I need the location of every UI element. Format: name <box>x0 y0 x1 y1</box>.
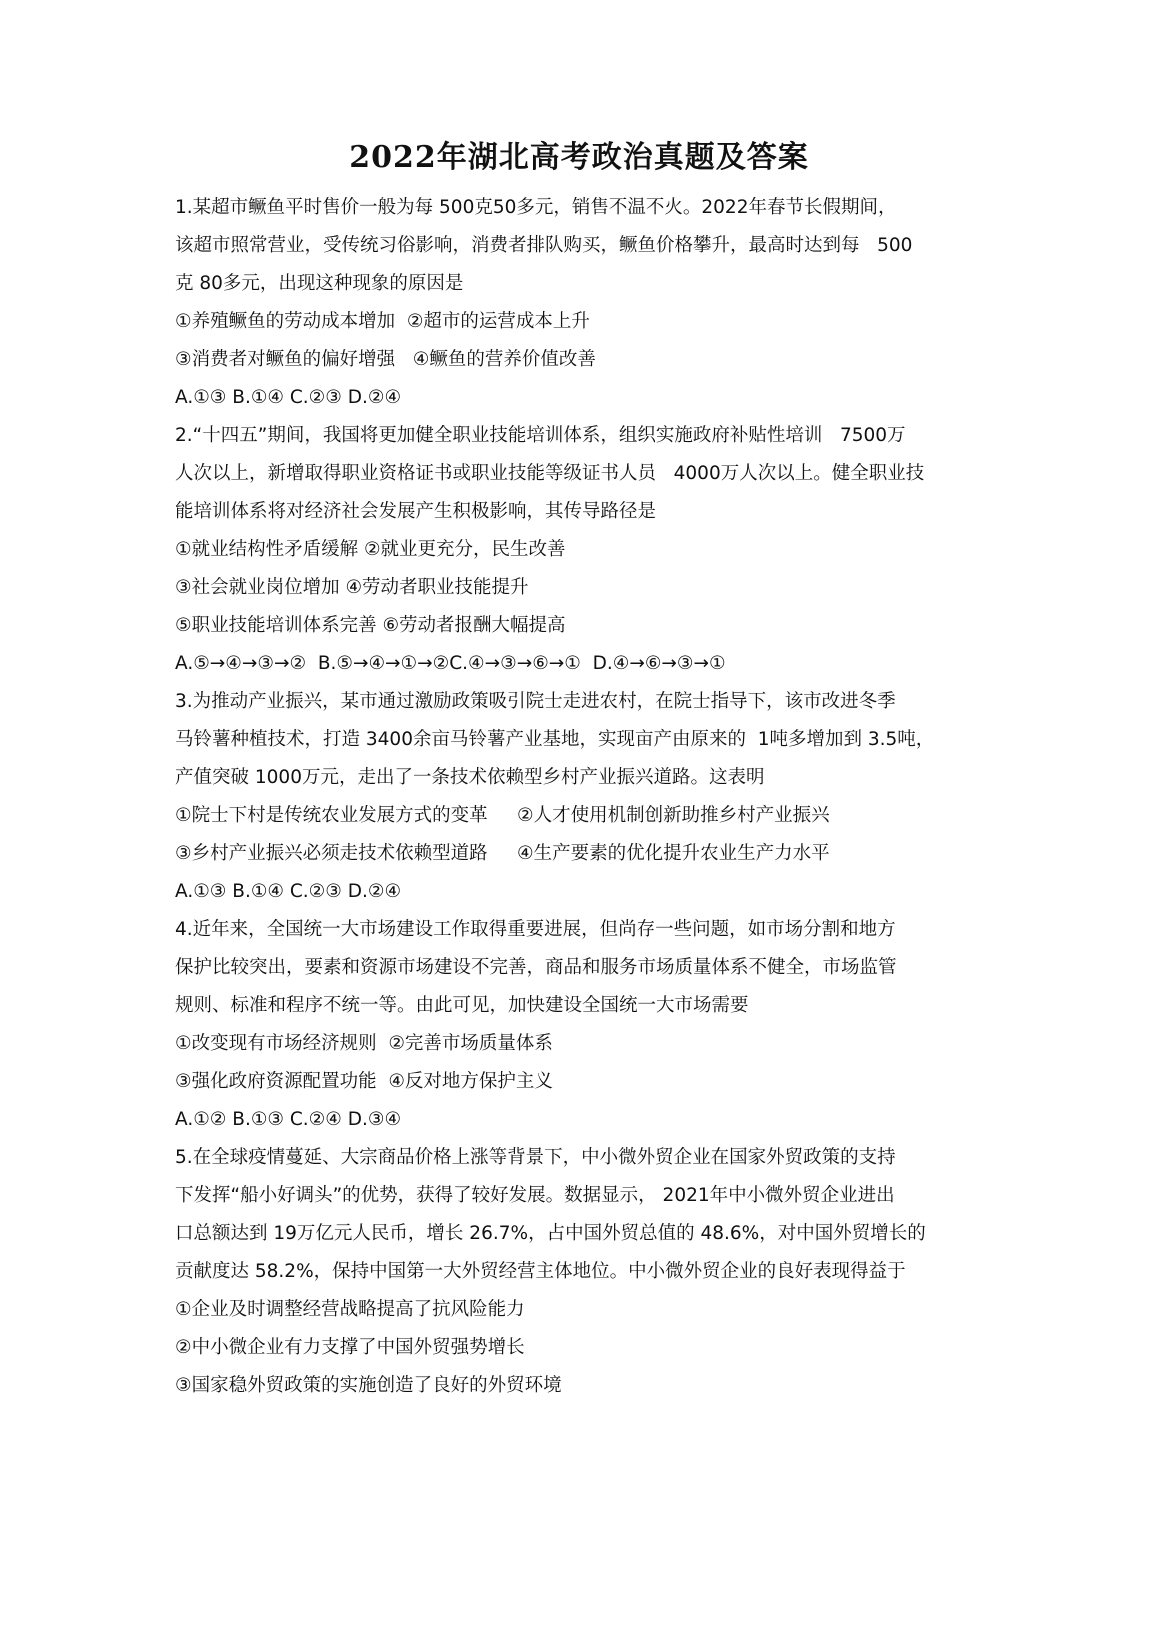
text-line: 口总额达到 19万亿元人民币，增长 26.7%，占中国外贸总值的 48.6%，对中国外贸增长的 <box>175 1223 926 1244</box>
text-line: 1.某超市鳜鱼平时售价一般为每 500克50多元，销售不温不火。2022年春节长假期间， <box>175 197 897 218</box>
text-line: 2.“十四五”期间，我国将更加健全职业技能培训体系，组织实施政府补贴性培训 7500万 <box>175 425 906 446</box>
text-line: 贡献度达 58.2%，保持中国第一大外贸经营主体地位。中小微外贸企业的良好表现得益于 <box>175 1261 906 1282</box>
text-line: 人次以上，新增取得职业资格证书或职业技能等级证书人员 4000万人次以上。健全职业技 <box>175 463 925 484</box>
text-line: 下发挥“船小好调头”的优势，获得了较好发展。数据显示， 2021年中小微外贸企业进出 <box>175 1185 895 1206</box>
text-line: A.①③ B.①④ C.②③ D.②④ <box>175 881 402 902</box>
text-line: A.⑤→④→③→② B.⑤→④→①→②C.④→③→⑥→① D.④→⑥→③→① <box>175 653 726 674</box>
text-line: 该超市照常营业，受传统习俗影响，消费者排队购买，鳜鱼价格攀升，最高时达到每 500 <box>175 235 913 256</box>
text-line: 3.为推动产业振兴，某市通过激励政策吸引院士走进农村，在院士指导下，该市改进冬季 <box>175 691 896 712</box>
text-line: ③乡村产业振兴必须走技术依赖型道路 ④生产要素的优化提升农业生产力水平 <box>175 843 830 864</box>
page-title: 2022年湖北高考政治真题及答案 <box>349 140 809 175</box>
text-line: ⑤职业技能培训体系完善 ⑥劳动者报酬大幅提高 <box>175 615 566 636</box>
text-line: 马铃薯种植技术，打造 3400余亩马铃薯产业基地，实现亩产由原来的 1吨多增加到 3.5吨， <box>175 729 935 750</box>
text-line: 保护比较突出，要素和资源市场建设不完善，商品和服务市场质量体系不健全，市场监管 <box>175 957 897 978</box>
text-line: 规则、标准和程序不统一等。由此可见，加快建设全国统一大市场需要 <box>175 995 749 1016</box>
text-line: A.①② B.①③ C.②④ D.③④ <box>175 1109 402 1130</box>
text-line: ③国家稳外贸政策的实施创造了良好的外贸环境 <box>175 1375 562 1396</box>
text-line: ①改变现有市场经济规则 ②完善市场质量体系 <box>175 1033 553 1054</box>
text-line: ③社会就业岗位增加 ④劳动者职业技能提升 <box>175 577 529 598</box>
text-line: 克 80多元，出现这种现象的原因是 <box>175 273 464 294</box>
text-line: ②中小微企业有力支撑了中国外贸强势增长 <box>175 1337 525 1358</box>
text-line: 能培训体系将对经济社会发展产生积极影响，其传导路径是 <box>175 501 657 522</box>
text-line: ③强化政府资源配置功能 ④反对地方保护主义 <box>175 1071 553 1092</box>
text-line: ①企业及时调整经营战略提高了抗风险能力 <box>175 1299 525 1320</box>
text-line: ①养殖鳜鱼的劳动成本增加 ②超市的运营成本上升 <box>175 311 590 332</box>
text-line: A.①③ B.①④ C.②③ D.②④ <box>175 387 402 408</box>
text-line: 4.近年来，全国统一大市场建设工作取得重要进展，但尚存一些问题，如市场分割和地方 <box>175 919 896 940</box>
text-line: 产值突破 1000万元，走出了一条技术依赖型乡村产业振兴道路。这表明 <box>175 767 765 788</box>
text-line: 5.在全球疫情蔓延、大宗商品价格上涨等背景下，中小微外贸企业在国家外贸政策的支持 <box>175 1147 896 1168</box>
text-line: ①院士下村是传统农业发展方式的变革 ②人才使用机制创新助推乡村产业振兴 <box>175 805 830 826</box>
text-line: ①就业结构性矛盾缓解 ②就业更充分，民生改善 <box>175 539 566 560</box>
text-line: ③消费者对鳜鱼的偏好增强 ④鳜鱼的营养价值改善 <box>175 349 596 370</box>
